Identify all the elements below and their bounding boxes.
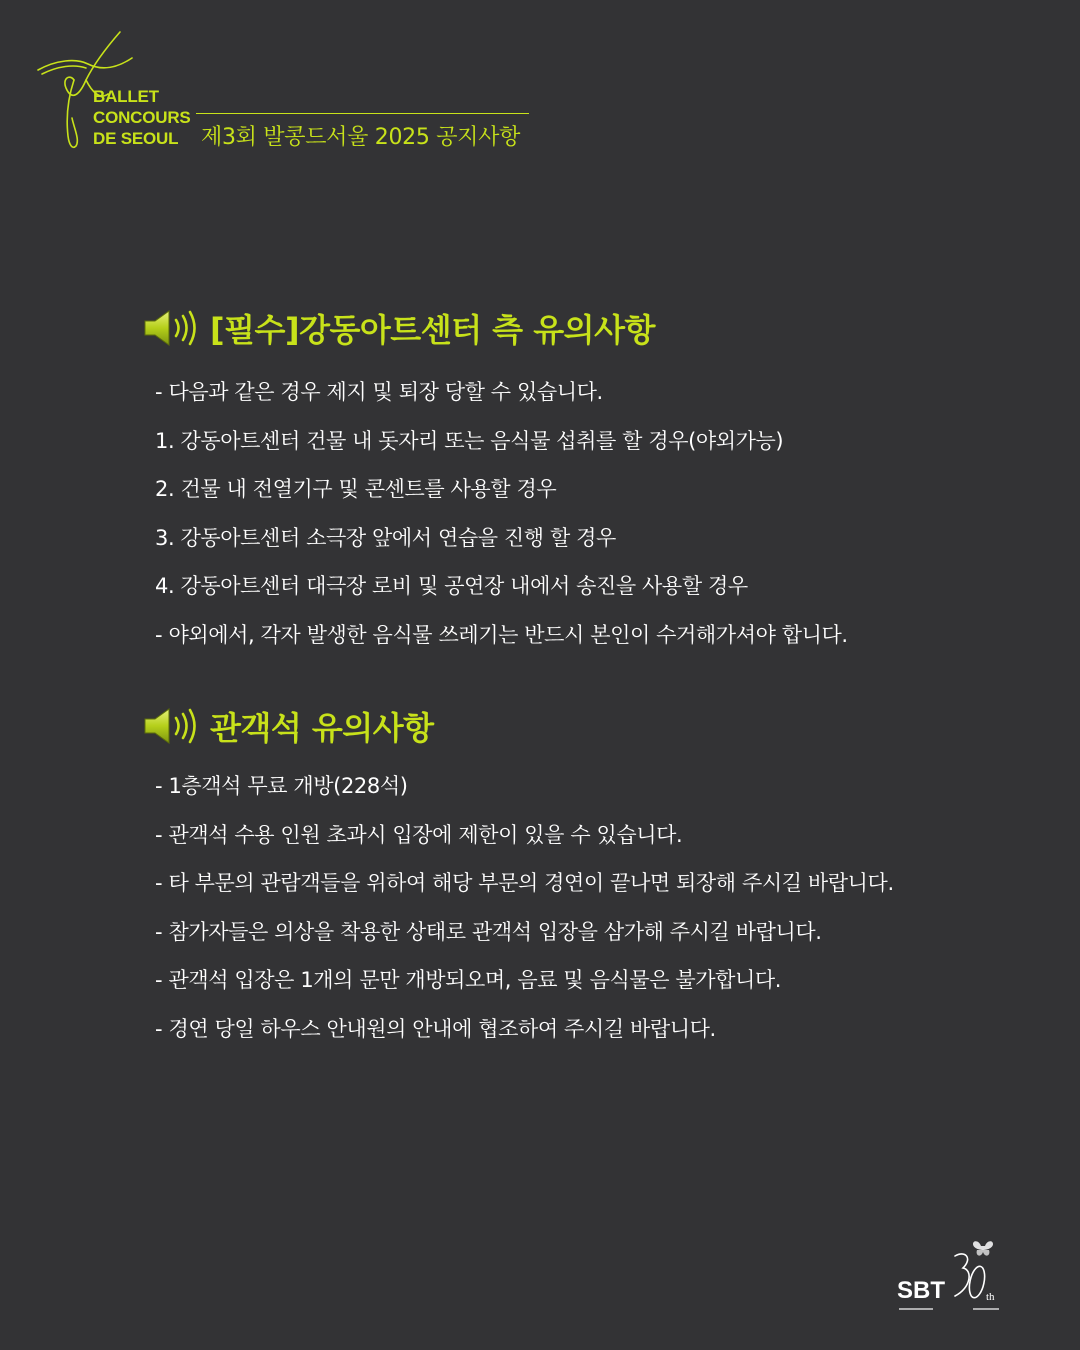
logo-line: BALLET bbox=[93, 87, 159, 106]
sbt-30th-logo bbox=[893, 1238, 1013, 1320]
list-item: - 관객석 수용 인원 초과시 입장에 제한이 있을 수 있습니다. bbox=[155, 822, 683, 847]
section-venue-notice bbox=[143, 306, 848, 647]
list-item: - 1층객석 무료 개방(228석) bbox=[155, 774, 408, 798]
section-title: 관객석 유의사항 bbox=[210, 709, 434, 747]
section-audience-notice bbox=[143, 704, 894, 1041]
ballet-concours-logo-text bbox=[93, 86, 191, 149]
speaker-icon bbox=[143, 706, 203, 746]
page-title: 제3회 발콩드서울 2025 공지사항 bbox=[201, 125, 521, 150]
list-item: 3. 강동아트센터 소극장 앞에서 연습을 진행 할 경우 bbox=[155, 525, 616, 550]
list-item: - 참가자들은 의상을 착용한 상태로 관객석 입장을 삼가해 주시길 바랍니다. bbox=[155, 919, 822, 944]
list-item: - 다음과 같은 경우 제지 및 퇴장 당할 수 있습니다. bbox=[155, 380, 603, 404]
header-divider bbox=[196, 113, 529, 114]
list-item: 1. 강동아트센터 건물 내 돗자리 또는 음식물 섭취를 할 경우(야외가능) bbox=[155, 428, 784, 453]
section-title: [필수]강동아트센터 측 유의사항 bbox=[210, 311, 655, 349]
list-item: 4. 강동아트센터 대극장 로비 및 공연장 내에서 송진을 사용할 경우 bbox=[155, 574, 748, 598]
speaker-icon bbox=[143, 308, 203, 348]
list-item: - 타 부문의 관람객들을 위하여 해당 부문의 경연이 끝나면 퇴장해 주시길 바랍니다. bbox=[155, 871, 894, 895]
notice-list bbox=[155, 380, 848, 671]
logo-line: CONCOURS bbox=[93, 108, 191, 127]
section-heading bbox=[143, 704, 434, 748]
notice-list bbox=[155, 774, 894, 1065]
list-item: - 관객석 입장은 1개의 문만 개방되오며, 음료 및 음식물은 불가합니다. bbox=[155, 968, 782, 992]
logo-line: DE SEOUL bbox=[93, 129, 179, 148]
th-suffix: th bbox=[986, 1291, 995, 1303]
sbt-text: SBT bbox=[897, 1277, 945, 1304]
list-item: - 야외에서, 각자 발생한 음식물 쓰레기는 반드시 본인이 수거해가셔야 합니다. bbox=[155, 622, 848, 647]
list-item: - 경연 당일 하우스 안내원의 안내에 협조하여 주시길 바랍니다. bbox=[155, 1016, 716, 1041]
list-item: 2. 건물 내 전열기구 및 콘센트를 사용할 경우 bbox=[155, 477, 557, 501]
section-heading bbox=[143, 306, 655, 350]
